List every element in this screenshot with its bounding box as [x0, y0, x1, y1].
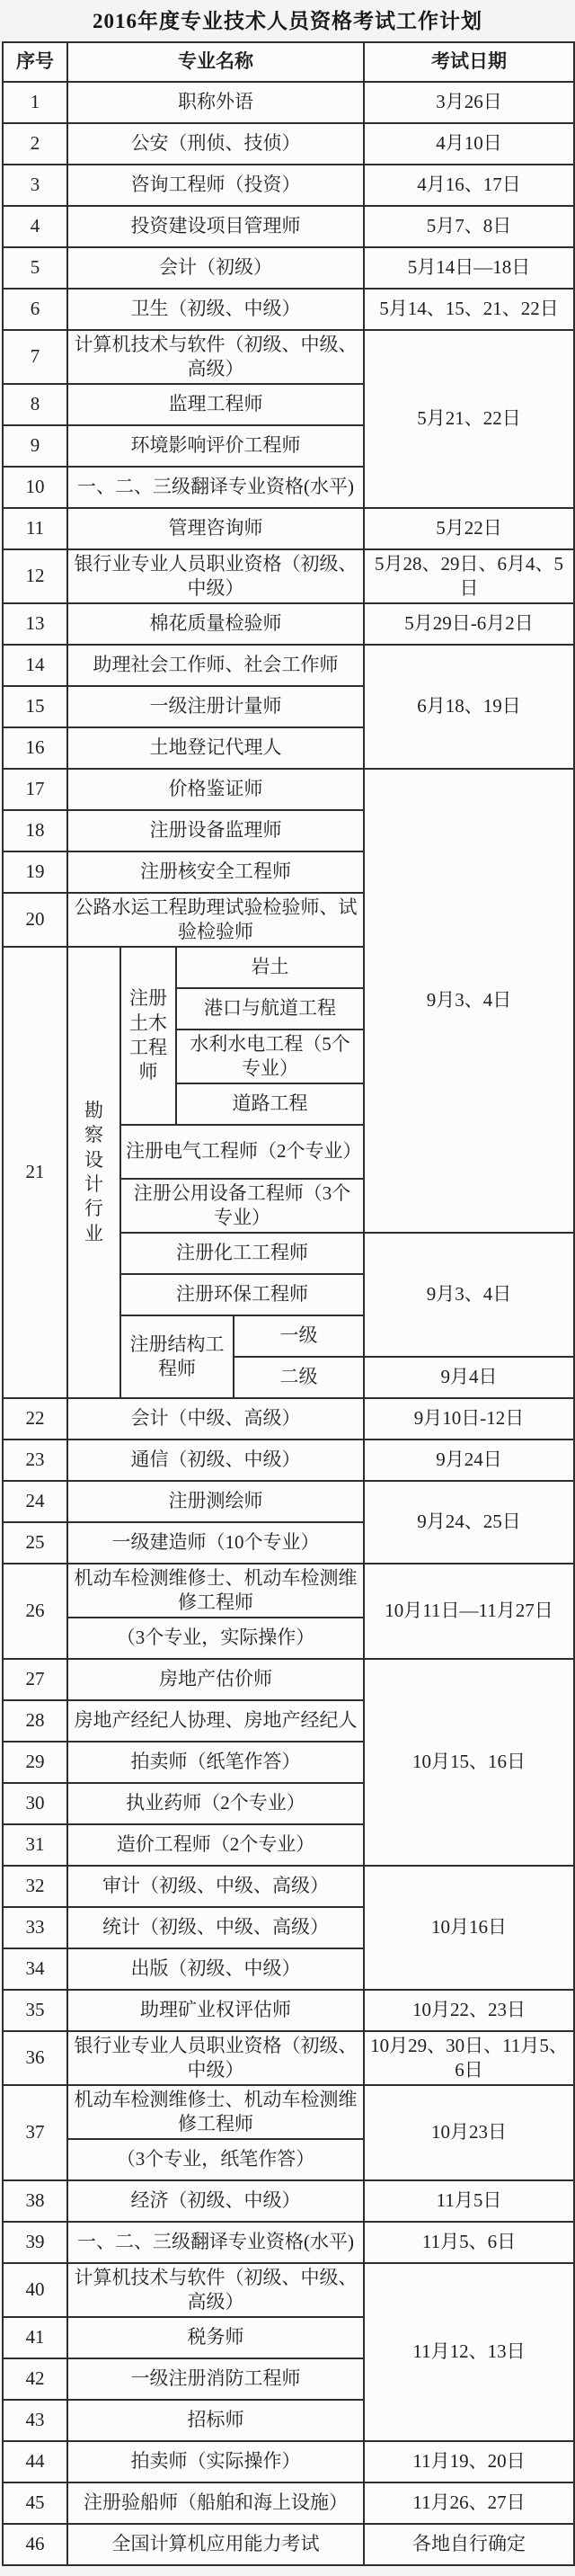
profession-cell: 卫生（初级、中级）: [67, 289, 364, 330]
table-row: [3, 549, 574, 603]
row-no-cell: 39: [3, 2222, 67, 2263]
exam-date-cell: 11月5、6日: [364, 2222, 574, 2263]
table-row: [3, 82, 574, 123]
row-no-cell: 32: [3, 1866, 67, 1907]
level-cell: 二级: [234, 1357, 364, 1398]
profession-subcell: （3个专业，纸笔作答）: [67, 2139, 364, 2180]
row-no-cell: 1: [3, 82, 67, 123]
row-no-cell: 36: [3, 2031, 67, 2085]
row-no-cell: 11: [3, 508, 67, 549]
table-row: [3, 2222, 574, 2263]
exam-date-cell: 5月7、8日: [364, 206, 574, 247]
table-row: [3, 2441, 574, 2482]
table-row: [3, 165, 574, 206]
row-no-cell: 2: [3, 123, 67, 165]
profession-cell: 注册公用设备工程师（3个专业）: [120, 1179, 364, 1233]
exam-date-cell-merged: 6月18、19日: [364, 645, 574, 769]
profession-cell: 注册验船师（船舶和海上设施）: [67, 2482, 364, 2524]
profession-cell: 银行业专业人员职业资格（初级、中级）: [67, 549, 364, 603]
profession-cell: 审计（初级、中级、高级）: [67, 1866, 364, 1907]
table-row: [3, 2180, 574, 2222]
row-no-cell: 45: [3, 2482, 67, 2524]
exam-date-cell-merged: 9月3、4日: [364, 1233, 574, 1357]
profession-cell: 经济（初级、中级）: [67, 2180, 364, 2222]
row-no-cell: 14: [3, 645, 67, 686]
profession-cell: 注册设备监理师: [67, 810, 364, 851]
table-row: [3, 206, 574, 247]
row-no-cell: 10: [3, 467, 67, 508]
profession-cell: 注册核安全工程师: [67, 851, 364, 893]
profession-cell: 职称外语: [67, 82, 364, 123]
table-row: [3, 2482, 574, 2524]
exam-date-cell-merged: 10月11日—11月27日: [364, 1564, 574, 1659]
row-no-cell: 7: [3, 330, 67, 384]
exam-date-cell-merged: 9月3、4日: [364, 769, 574, 1233]
exam-date-cell: 10月22、23日: [364, 1990, 574, 2031]
exam-date-cell: 11月26、27日: [364, 2482, 574, 2524]
specialty-cell: 港口与航道工程: [176, 988, 364, 1030]
table-row: [3, 2085, 574, 2139]
row-no-cell: 3: [3, 165, 67, 206]
exam-date-cell: 5月28、29日、6月4、5日: [364, 549, 574, 603]
row-no-cell: 18: [3, 810, 67, 851]
exam-date-cell: 11月19、20日: [364, 2441, 574, 2482]
row-no-cell: 44: [3, 2441, 67, 2482]
profession-cell: 注册环保工程师: [120, 1274, 364, 1315]
row-no-cell: 9: [3, 425, 67, 467]
table-row: [3, 603, 574, 645]
exam-date-cell: 各地自行确定: [364, 2524, 574, 2565]
exam-date-cell: 3月26日: [364, 82, 574, 123]
specialty-cell: 水利水电工程（5个专业）: [176, 1030, 364, 1083]
exam-date-cell-merged: 9月24、25日: [364, 1481, 574, 1564]
profession-cell: 公安（刑侦、技侦）: [67, 123, 364, 165]
profession-cell: 招标师: [67, 2400, 364, 2441]
row-no-cell: 31: [3, 1824, 67, 1866]
specialty-cell: 道路工程: [176, 1083, 364, 1125]
industry-vertical-label: 勘察设计行业: [67, 947, 120, 1398]
profession-cell: 房地产估价师: [67, 1659, 364, 1700]
profession-cell: 出版（初级、中级）: [67, 1948, 364, 1990]
profession-cell: 投资建设项目管理师: [67, 206, 364, 247]
profession-cell: 会计（初级）: [67, 247, 364, 289]
table-header-row: [3, 42, 574, 82]
table-row: [3, 2524, 574, 2565]
exam-date-cell-merged: 10月15、16日: [364, 1659, 574, 1866]
row-no-cell: 30: [3, 1783, 67, 1824]
table-row: [3, 769, 574, 810]
row-no-cell: 17: [3, 769, 67, 810]
table-row: [3, 508, 574, 549]
row-no-cell: 8: [3, 384, 67, 425]
profession-subcell: （3个专业，实际操作）: [67, 1618, 364, 1659]
profession-cell: 一级建造师（10个专业）: [67, 1522, 364, 1564]
row-no-cell: 46: [3, 2524, 67, 2565]
exam-date-cell: 5月14日—18日: [364, 247, 574, 289]
table-row: [3, 289, 574, 330]
row-no-cell: 22: [3, 1398, 67, 1440]
profession-cell: 一级注册计量师: [67, 686, 364, 727]
exam-date-cell: 4月10日: [364, 123, 574, 165]
row-no-cell: 20: [3, 893, 67, 947]
row-no-cell: 37: [3, 2085, 67, 2180]
header-col-date: 考试日期: [364, 42, 574, 82]
table-row: [3, 1866, 574, 1907]
row-no-cell: 28: [3, 1700, 67, 1742]
profession-cell: 环境影响评价工程师: [67, 425, 364, 467]
row-no-cell: 38: [3, 2180, 67, 2222]
table-row: [3, 123, 574, 165]
row-no-cell: 43: [3, 2400, 67, 2441]
exam-date-cell-merged: 11月12、13日: [364, 2263, 574, 2441]
row-no-cell: 5: [3, 247, 67, 289]
table-row: [3, 2031, 574, 2085]
row-no-cell: 23: [3, 1440, 67, 1481]
profession-cell: 管理咨询师: [67, 508, 364, 549]
specialty-cell: 岩土: [176, 947, 364, 988]
profession-cell: 税务师: [67, 2317, 364, 2358]
row-no-cell: 25: [3, 1522, 67, 1564]
profession-cell: 一级注册消防工程师: [67, 2358, 364, 2400]
profession-cell: 注册化工工程师: [120, 1233, 364, 1274]
exam-date-cell-merged: 10月23日: [364, 2085, 574, 2180]
exam-schedule-table: [2, 41, 575, 2566]
table-row: [3, 1564, 574, 1618]
table-row: [3, 645, 574, 686]
profession-cell: 土地登记代理人: [67, 727, 364, 769]
exam-date-cell: 5月14、15、21、22日: [364, 289, 574, 330]
table-row: [3, 1440, 574, 1481]
row-no-cell: 12: [3, 549, 67, 603]
profession-cell: 全国计算机应用能力考试: [67, 2524, 364, 2565]
exam-date-cell-merged: 5月21、22日: [364, 330, 574, 508]
profession-cell: 一、二、三级翻译专业资格(水平): [67, 2222, 364, 2263]
profession-cell: 注册电气工程师（2个专业）: [120, 1125, 364, 1179]
row-no-cell: 42: [3, 2358, 67, 2400]
profession-cell: 价格鉴证师: [67, 769, 364, 810]
row-no-cell: 33: [3, 1907, 67, 1948]
header-col-no: 序号: [3, 42, 67, 82]
profession-cell: 执业药师（2个专业）: [67, 1783, 364, 1824]
exam-date-cell: 11月5日: [364, 2180, 574, 2222]
profession-cell: 监理工程师: [67, 384, 364, 425]
table-row: [3, 1659, 574, 1700]
row-no-cell: 40: [3, 2263, 67, 2317]
profession-cell: 会计（中级、高级）: [67, 1398, 364, 1440]
profession-cell: 一、二、三级翻译专业资格(水平): [67, 467, 364, 508]
table-row: [3, 330, 574, 384]
profession-cell: 咨询工程师（投资）: [67, 165, 364, 206]
row-no-cell: 29: [3, 1742, 67, 1783]
row-no-cell: 21: [3, 947, 67, 1398]
row-no-cell: 16: [3, 727, 67, 769]
exam-date-cell: 10月29、30日、11月5、6日: [364, 2031, 574, 2085]
exam-date-cell: 9月10日-12日: [364, 1398, 574, 1440]
header-col-name: 专业名称: [67, 42, 364, 82]
row-no-cell: 19: [3, 851, 67, 893]
profession-cell: 通信（初级、中级）: [67, 1440, 364, 1481]
exam-date-cell: 9月24日: [364, 1440, 574, 1481]
page-title: 2016年度专业技术人员资格考试工作计划: [93, 10, 482, 32]
structural-engineer-label: 注册结构工程师: [120, 1315, 234, 1398]
profession-cell: 助理社会工作师、社会工作师: [67, 645, 364, 686]
exam-date-cell-merged: 10月16日: [364, 1866, 574, 1990]
row-no-cell: 34: [3, 1948, 67, 1990]
profession-cell: 机动车检测维修士、机动车检测维修工程师: [67, 1564, 364, 1618]
profession-cell: 计算机技术与软件（初级、中级、高级）: [67, 2263, 364, 2317]
profession-cell: 机动车检测维修士、机动车检测维修工程师: [67, 2085, 364, 2139]
row-no-cell: 41: [3, 2317, 67, 2358]
profession-cell: 银行业专业人员职业资格（初级、中级）: [67, 2031, 364, 2085]
profession-cell: 计算机技术与软件（初级、中级、高级）: [67, 330, 364, 384]
table-row: [3, 247, 574, 289]
exam-date-cell: 9月4日: [364, 1357, 574, 1398]
civil-engineer-label: 注册土木工程师: [120, 947, 176, 1125]
profession-cell: 棉花质量检验师: [67, 603, 364, 645]
profession-cell: 造价工程师（2个专业）: [67, 1824, 364, 1866]
exam-date-cell: 4月16、17日: [364, 165, 574, 206]
row-no-cell: 6: [3, 289, 67, 330]
row-no-cell: 15: [3, 686, 67, 727]
exam-date-cell: 5月22日: [364, 508, 574, 549]
profession-cell: 统计（初级、中级、高级）: [67, 1907, 364, 1948]
profession-cell: 房地产经纪人协理、房地产经纪人: [67, 1700, 364, 1742]
profession-cell: 公路水运工程助理试验检验师、试验检验师: [67, 893, 364, 947]
profession-cell: 注册测绘师: [67, 1481, 364, 1522]
exam-date-cell: 5月29日-6月2日: [364, 603, 574, 645]
row-no-cell: 26: [3, 1564, 67, 1659]
table-row: [3, 2263, 574, 2317]
row-no-cell: 24: [3, 1481, 67, 1522]
profession-cell: 拍卖师（实际操作）: [67, 2441, 364, 2482]
row-no-cell: 35: [3, 1990, 67, 2031]
table-row: [3, 1990, 574, 2031]
profession-cell: 助理矿业权评估师: [67, 1990, 364, 2031]
row-no-cell: 4: [3, 206, 67, 247]
table-row: [3, 1481, 574, 1522]
row-no-cell: 13: [3, 603, 67, 645]
row-no-cell: 27: [3, 1659, 67, 1700]
level-cell: 一级: [234, 1315, 364, 1357]
table-row: [3, 1398, 574, 1440]
profession-cell: 拍卖师（纸笔作答）: [67, 1742, 364, 1783]
